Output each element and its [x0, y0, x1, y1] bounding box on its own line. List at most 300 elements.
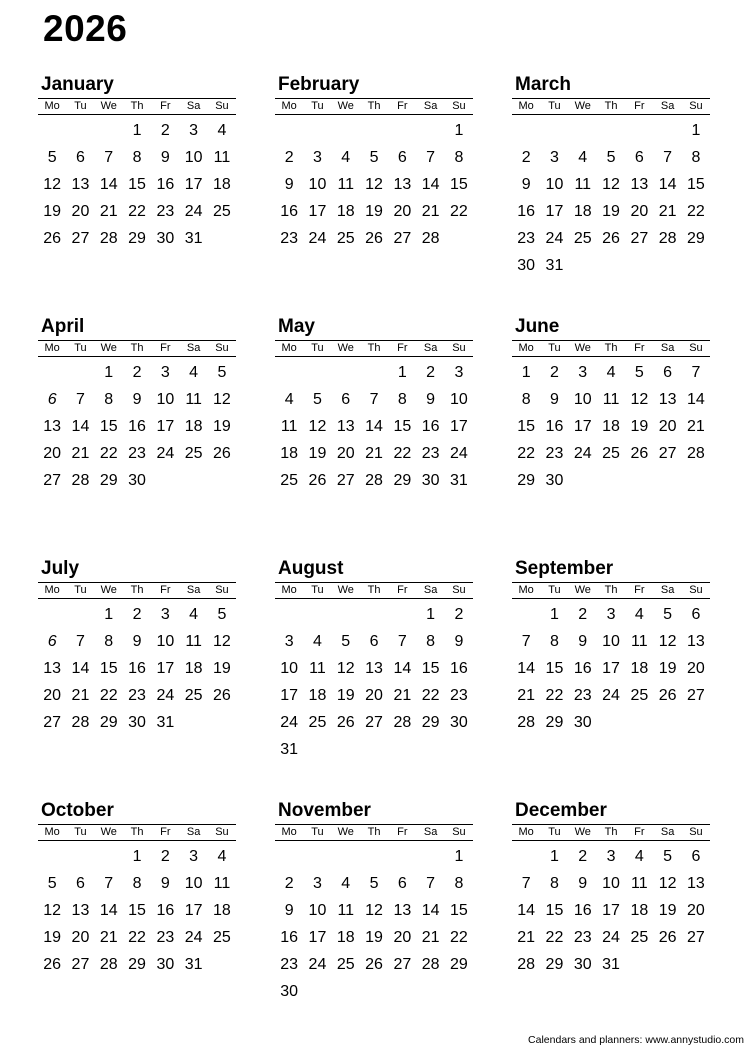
day-cell: 16 — [128, 660, 146, 677]
day-cell: 27 — [658, 445, 677, 462]
day-cell: 20 — [43, 445, 62, 462]
day-cell: 7 — [75, 391, 85, 408]
empty-cell — [332, 359, 360, 386]
day-cell: 16 — [156, 176, 175, 193]
month-name: January — [41, 74, 114, 95]
day-cell: 31 — [602, 956, 620, 973]
day-cell: 2 — [426, 364, 436, 381]
empty-cell — [512, 601, 540, 628]
day-cell: 15 — [545, 660, 564, 677]
day-cell: 30 — [280, 983, 299, 1000]
day-cell: 5 — [217, 364, 227, 381]
day-cell: 15 — [393, 418, 412, 435]
day-cell: 9 — [284, 902, 294, 919]
weekday-label: We — [100, 584, 117, 596]
weekday-label: Th — [130, 342, 144, 354]
weekday-label: Sa — [423, 342, 438, 354]
day-cell: 14 — [365, 418, 383, 435]
empty-cell — [416, 843, 444, 870]
day-cell: 3 — [160, 606, 170, 623]
weekday-label: We — [574, 826, 591, 838]
empty-cell — [416, 117, 444, 144]
day-cell: 27 — [71, 956, 90, 973]
day-cell: 29 — [545, 714, 564, 731]
day-cell: 3 — [312, 149, 322, 166]
weekday-label: Tu — [74, 342, 87, 354]
day-cell: 31 — [450, 472, 468, 489]
day-cell: 20 — [336, 445, 355, 462]
day-grid — [275, 843, 473, 1005]
day-cell: 28 — [658, 230, 677, 247]
month-name: August — [278, 558, 344, 579]
day-cell: 11 — [280, 418, 298, 435]
weekday-label: Tu — [74, 826, 87, 838]
weekday-label: Su — [689, 826, 703, 838]
month-march — [512, 74, 710, 279]
weekday-label: Sa — [186, 100, 201, 112]
day-cell: 28 — [517, 956, 536, 973]
day-cell: 27 — [393, 230, 412, 247]
weekday-label: Sa — [423, 826, 438, 838]
day-cell: 10 — [280, 660, 299, 677]
day-cell: 8 — [454, 149, 464, 166]
day-cell: 3 — [189, 848, 199, 865]
day-cell: 6 — [47, 391, 57, 408]
day-grid — [38, 601, 236, 736]
month-april — [38, 316, 236, 494]
day-cell: 7 — [75, 633, 85, 650]
day-cell: 25 — [630, 929, 649, 946]
day-cell: 22 — [393, 445, 412, 462]
day-cell: 18 — [630, 660, 649, 677]
empty-cell — [512, 117, 540, 144]
day-cell: 7 — [426, 149, 436, 166]
day-cell: 23 — [450, 687, 468, 704]
day-cell: 1 — [549, 606, 559, 623]
day-cell: 14 — [517, 902, 536, 919]
empty-cell — [303, 601, 331, 628]
day-cell: 15 — [545, 902, 564, 919]
day-cell: 17 — [184, 902, 203, 919]
day-cell: 25 — [184, 445, 203, 462]
empty-cell — [653, 117, 681, 144]
day-cell: 10 — [308, 902, 327, 919]
day-cell: 21 — [365, 445, 383, 462]
day-cell: 27 — [71, 230, 90, 247]
day-cell: 2 — [132, 606, 142, 623]
day-cell: 31 — [280, 741, 299, 758]
weekday-label: Mo — [44, 342, 60, 354]
day-cell: 26 — [365, 956, 383, 973]
day-cell: 30 — [156, 230, 175, 247]
day-cell: 7 — [104, 149, 114, 166]
weekday-label: Th — [367, 342, 381, 354]
day-cell: 22 — [128, 929, 146, 946]
day-cell: 24 — [156, 687, 175, 704]
weekday-label: We — [100, 826, 117, 838]
day-cell: 11 — [631, 633, 648, 650]
day-cell: 3 — [189, 122, 199, 139]
weekday-label: Fr — [634, 342, 645, 354]
weekday-label: Fr — [634, 826, 645, 838]
day-cell: 6 — [691, 848, 701, 865]
day-cell: 18 — [184, 660, 203, 677]
day-cell: 1 — [104, 606, 114, 623]
day-cell: 1 — [426, 606, 436, 623]
weekday-label: Tu — [548, 342, 561, 354]
day-cell: 16 — [545, 418, 564, 435]
day-cell: 22 — [99, 687, 118, 704]
day-cell: 4 — [634, 606, 644, 623]
weekday-label: Th — [367, 100, 381, 112]
month-august — [275, 558, 473, 763]
day-cell: 8 — [104, 633, 114, 650]
day-cell: 23 — [128, 687, 146, 704]
day-cell: 6 — [369, 633, 379, 650]
weekday-label: Sa — [660, 584, 675, 596]
day-cell: 16 — [128, 418, 146, 435]
day-cell: 2 — [578, 606, 588, 623]
day-cell: 2 — [549, 364, 559, 381]
day-cell: 18 — [308, 687, 327, 704]
day-cell: 3 — [454, 364, 464, 381]
day-cell: 13 — [43, 418, 62, 435]
month-february — [275, 74, 473, 252]
weekday-label: Su — [452, 100, 466, 112]
day-cell: 10 — [156, 391, 175, 408]
day-cell: 13 — [658, 391, 677, 408]
weekday-label: Tu — [548, 826, 561, 838]
weekday-label: Fr — [397, 584, 408, 596]
weekday-label: Su — [215, 342, 229, 354]
empty-cell — [360, 601, 388, 628]
day-cell: 20 — [71, 929, 90, 946]
day-cell: 17 — [156, 418, 175, 435]
day-cell: 9 — [549, 391, 559, 408]
day-cell: 25 — [602, 445, 620, 462]
day-cell: 4 — [341, 149, 351, 166]
day-grid — [275, 117, 473, 252]
day-cell: 9 — [426, 391, 436, 408]
empty-cell — [66, 601, 94, 628]
month-name: December — [515, 800, 607, 821]
day-cell: 6 — [397, 149, 407, 166]
day-cell: 3 — [284, 633, 294, 650]
month-name: July — [41, 558, 80, 579]
day-cell: 4 — [606, 364, 616, 381]
weekday-label: We — [337, 342, 354, 354]
day-cell: 30 — [128, 472, 146, 489]
day-cell: 30 — [156, 956, 175, 973]
day-cell: 25 — [573, 230, 592, 247]
weekday-label: We — [100, 100, 117, 112]
empty-cell — [540, 117, 568, 144]
day-cell: 13 — [630, 176, 649, 193]
day-cell: 5 — [634, 364, 644, 381]
day-cell: 11 — [213, 149, 231, 166]
month-name: April — [41, 316, 85, 337]
weekday-header — [512, 98, 710, 115]
empty-cell — [303, 359, 331, 386]
weekday-label: Tu — [74, 584, 87, 596]
day-grid — [275, 359, 473, 494]
weekday-label: We — [100, 342, 117, 354]
day-cell: 25 — [213, 203, 231, 220]
day-cell: 26 — [658, 929, 677, 946]
empty-cell — [38, 117, 66, 144]
day-cell: 1 — [132, 848, 142, 865]
day-cell: 20 — [71, 203, 90, 220]
day-cell: 10 — [156, 633, 175, 650]
day-cell: 11 — [185, 633, 202, 650]
day-cell: 6 — [47, 633, 57, 650]
day-cell: 5 — [341, 633, 351, 650]
day-cell: 28 — [99, 230, 118, 247]
day-cell: 14 — [517, 660, 536, 677]
day-cell: 14 — [421, 176, 440, 193]
day-cell: 1 — [691, 122, 701, 139]
day-cell: 10 — [308, 176, 327, 193]
weekday-label: Fr — [160, 826, 171, 838]
day-cell: 5 — [606, 149, 616, 166]
weekday-label: Sa — [423, 100, 438, 112]
weekday-header — [512, 582, 710, 599]
day-cell: 22 — [545, 687, 564, 704]
day-cell: 20 — [658, 418, 677, 435]
day-cell: 31 — [156, 714, 175, 731]
day-cell: 29 — [99, 472, 118, 489]
day-cell: 21 — [71, 445, 90, 462]
month-november — [275, 800, 473, 1005]
day-cell: 19 — [213, 418, 231, 435]
day-cell: 10 — [450, 391, 468, 408]
day-cell: 2 — [132, 364, 142, 381]
day-cell: 10 — [184, 875, 203, 892]
day-cell: 12 — [658, 633, 677, 650]
day-cell: 29 — [128, 956, 146, 973]
day-cell: 4 — [312, 633, 322, 650]
day-cell: 5 — [47, 875, 57, 892]
day-cell: 13 — [393, 902, 412, 919]
day-cell: 21 — [517, 929, 536, 946]
day-cell: 22 — [128, 203, 146, 220]
day-cell: 24 — [184, 929, 203, 946]
day-cell: 27 — [687, 687, 705, 704]
day-cell: 9 — [160, 149, 170, 166]
day-cell: 29 — [421, 714, 440, 731]
weekday-label: Fr — [634, 100, 645, 112]
day-cell: 20 — [687, 660, 705, 677]
day-cell: 4 — [217, 848, 227, 865]
empty-cell — [66, 117, 94, 144]
day-cell: 22 — [450, 929, 468, 946]
day-cell: 21 — [71, 687, 90, 704]
weekday-label: Sa — [660, 342, 675, 354]
day-cell: 14 — [687, 391, 705, 408]
empty-cell — [303, 117, 331, 144]
day-cell: 13 — [43, 660, 62, 677]
weekday-label: Th — [604, 584, 618, 596]
day-cell: 2 — [578, 848, 588, 865]
day-cell: 18 — [336, 203, 355, 220]
day-cell: 3 — [160, 364, 170, 381]
weekday-label: Su — [689, 342, 703, 354]
month-name: June — [515, 316, 560, 337]
day-cell: 28 — [517, 714, 536, 731]
day-cell: 17 — [602, 660, 620, 677]
weekday-label: Su — [215, 584, 229, 596]
day-cell: 28 — [71, 714, 90, 731]
empty-cell — [388, 117, 416, 144]
day-cell: 14 — [393, 660, 412, 677]
weekday-label: We — [574, 342, 591, 354]
day-cell: 6 — [634, 149, 644, 166]
day-cell: 23 — [280, 956, 299, 973]
day-cell: 28 — [393, 714, 412, 731]
day-cell: 21 — [658, 203, 677, 220]
day-cell: 9 — [160, 875, 170, 892]
weekday-label: Su — [215, 826, 229, 838]
day-cell: 13 — [336, 418, 355, 435]
day-cell: 6 — [75, 875, 85, 892]
day-cell: 27 — [630, 230, 649, 247]
day-cell: 22 — [421, 687, 440, 704]
day-cell: 17 — [308, 929, 327, 946]
weekday-label: Su — [215, 100, 229, 112]
day-cell: 5 — [369, 149, 379, 166]
day-cell: 19 — [336, 687, 355, 704]
day-cell: 12 — [336, 660, 355, 677]
day-cell: 7 — [104, 875, 114, 892]
day-cell: 1 — [454, 848, 464, 865]
day-cell: 7 — [663, 149, 673, 166]
weekday-header — [512, 824, 710, 841]
day-cell: 9 — [578, 633, 588, 650]
weekday-label: Mo — [518, 826, 534, 838]
day-cell: 25 — [336, 956, 355, 973]
empty-cell — [66, 359, 94, 386]
day-cell: 6 — [341, 391, 351, 408]
day-cell: 24 — [573, 445, 592, 462]
day-cell: 30 — [545, 472, 564, 489]
day-cell: 15 — [128, 902, 146, 919]
day-cell: 12 — [630, 391, 649, 408]
day-cell: 12 — [213, 391, 231, 408]
weekday-label: Su — [689, 584, 703, 596]
day-cell: 16 — [450, 660, 468, 677]
weekday-label: Tu — [311, 342, 324, 354]
day-cell: 25 — [213, 929, 231, 946]
day-cell: 8 — [132, 875, 142, 892]
weekday-label: Mo — [281, 584, 297, 596]
weekday-label: Su — [452, 826, 466, 838]
weekday-header — [38, 824, 236, 841]
weekday-label: Fr — [397, 342, 408, 354]
day-cell: 31 — [184, 956, 203, 973]
day-cell: 23 — [128, 445, 146, 462]
month-july — [38, 558, 236, 736]
day-cell: 7 — [691, 364, 701, 381]
day-cell: 1 — [132, 122, 142, 139]
day-cell: 11 — [574, 176, 592, 193]
day-cell: 8 — [397, 391, 407, 408]
day-cell: 26 — [658, 687, 677, 704]
day-cell: 26 — [602, 230, 620, 247]
day-grid — [38, 843, 236, 978]
day-cell: 2 — [454, 606, 464, 623]
empty-cell — [38, 843, 66, 870]
weekday-label: Fr — [634, 584, 645, 596]
weekday-label: Su — [452, 584, 466, 596]
day-grid — [512, 359, 710, 494]
day-cell: 26 — [43, 956, 62, 973]
day-cell: 3 — [312, 875, 322, 892]
day-cell: 27 — [393, 956, 412, 973]
day-cell: 24 — [184, 203, 203, 220]
weekday-label: We — [574, 100, 591, 112]
day-cell: 13 — [687, 875, 705, 892]
day-cell: 2 — [160, 122, 170, 139]
day-cell: 21 — [99, 203, 118, 220]
day-cell: 18 — [213, 176, 231, 193]
day-cell: 23 — [156, 929, 175, 946]
day-cell: 27 — [687, 929, 705, 946]
empty-cell — [388, 601, 416, 628]
day-cell: 8 — [549, 875, 559, 892]
weekday-label: Mo — [44, 584, 60, 596]
day-cell: 19 — [213, 660, 231, 677]
empty-cell — [38, 601, 66, 628]
day-cell: 26 — [365, 230, 383, 247]
day-grid — [38, 117, 236, 252]
day-cell: 17 — [156, 660, 175, 677]
day-cell: 2 — [284, 149, 294, 166]
day-grid — [275, 601, 473, 763]
day-cell: 2 — [521, 149, 531, 166]
day-cell: 22 — [687, 203, 705, 220]
day-cell: 19 — [630, 418, 649, 435]
day-cell: 13 — [687, 633, 705, 650]
day-cell: 14 — [99, 902, 118, 919]
day-cell: 28 — [71, 472, 90, 489]
day-cell: 15 — [99, 418, 118, 435]
day-cell: 11 — [337, 176, 355, 193]
day-cell: 10 — [573, 391, 592, 408]
day-cell: 23 — [545, 445, 564, 462]
day-cell: 7 — [521, 633, 531, 650]
day-cell: 12 — [365, 176, 383, 193]
footer-credit: Calendars and planners: www.annystudio.com — [528, 1034, 744, 1046]
day-cell: 18 — [336, 929, 355, 946]
weekday-label: Th — [130, 584, 144, 596]
day-cell: 5 — [663, 606, 673, 623]
day-cell: 19 — [43, 203, 62, 220]
day-cell: 16 — [156, 902, 175, 919]
day-cell: 28 — [99, 956, 118, 973]
empty-cell — [275, 843, 303, 870]
day-cell: 8 — [521, 391, 531, 408]
day-cell: 29 — [450, 956, 468, 973]
day-cell: 4 — [217, 122, 227, 139]
weekday-label: We — [337, 584, 354, 596]
day-cell: 8 — [454, 875, 464, 892]
day-cell: 26 — [213, 445, 231, 462]
day-cell: 14 — [421, 902, 440, 919]
day-cell: 6 — [691, 606, 701, 623]
day-cell: 17 — [573, 418, 592, 435]
day-cell: 29 — [99, 714, 118, 731]
day-cell: 13 — [71, 176, 90, 193]
